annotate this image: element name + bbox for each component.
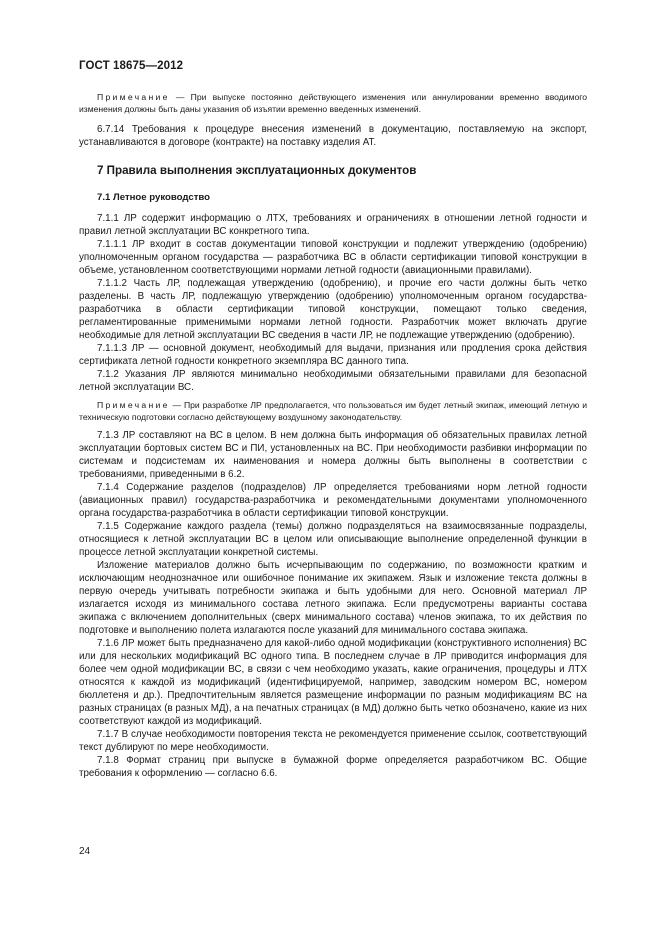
note-2 (79, 400, 587, 423)
paragraph-7-1-2: 7.1.2 Указания ЛР являются минимально необходимыми обязательными правилами для безопасной летной эксплуатации ВС. (79, 369, 587, 394)
paragraph-7-1-3: 7.1.3 ЛР составляют на ВС в целом. В нем должна быть информация об обязательных правилах летной эксплуатации бортовых систем ВС и ПИ, установленных на ВС. При необходимости разбивки информации по системам и подсистемам их наименования и номера должны быть выполнены в соответствии с требованиями, приведенными в 6.2. (79, 430, 587, 481)
paragraph-7-1-1: 7.1.1 ЛР содержит информацию о ЛТХ, требованиях и ограничениях в отношении летной годности и правил летной эксплуатации ВС конкретного типа. (79, 213, 587, 238)
paragraph-7-1-8: 7.1.8 Формат страниц при выпуске в бумажной форме определяется разработчиком ВС. Общие требования к оформлению — согласно 6.6. (79, 755, 587, 780)
note-1-label: Примечание (97, 92, 170, 102)
paragraph-7-1-5: 7.1.5 Содержание каждого раздела (темы) должно подразделяться на взаимосвязанные подразделы, относящиеся к летной эксплуатации ВС в целом или описывающие выполнение определенной функции в процессе летной эксплуатации конкретной системы. (79, 521, 587, 559)
note-2-text: — При разработке ЛР предполагается, что пользоваться им будет летный экипаж, имеющий летную и техническую подготовки согласно действующему воздушному законодательству. (79, 400, 587, 422)
paragraph-7-1-1-2: 7.1.1.2 Часть ЛР, подлежащая утверждению (одобрению), и прочие его части должны быть четко разделены. В часть ЛР, подлежащую утверждению (одобрению) уполномоченным органом государства-разработчика в области сертификации типовой конструкции, помещают только сведения, регламентированные применимыми нормами летной годности. Разработчик может включать другие необходимые для летной эксплуатации ВС сведения в части ЛР, не подлежащие утверждению (одобрению). (79, 278, 587, 342)
paragraph-exposition: Изложение материалов должно быть исчерпывающим по содержанию, по возможности кратким и исключающим неоднозначное или ошибочное понимание их экипажем. Язык и изложение текста должны в первую очередь учитывать потребности экипажа и быть удобными для него. Основной материал ЛР излагается исходя из минимального состава летного экипажа. Если предусмотрены варианты состава экипажа с включением дополнительных (сверх минимального состава) членов экипажа, то их действия по подготовке и выполнению полета излагаются после указаний для минимального состава экипажа. (79, 560, 587, 637)
paragraph-7-1-1-3: 7.1.1.3 ЛР — основной документ, необходимый для выдачи, признания или продления срока действия сертификата летной годности конкретного экземпляра ВС данного типа. (79, 343, 587, 368)
section-7-title: 7 Правила выполнения эксплуатационных документов (97, 164, 417, 178)
note-1 (79, 92, 587, 115)
paragraph-7-1-6: 7.1.6 ЛР может быть предназначено для какой-либо одной модификации (конструктивного исполнения) ВС или для нескольких модификаций ВС одного типа. В последнем случае в ЛР приводится информация для более чем одной модификации ВС, в связи с чем необходимо указать, какие ограничения, процедуры и ЛТХ относятся к каждой из модификаций (идентифицируемой, например, заводским номером ВС, номером бюллетеня и др.). Предпочтительным является размещение информации по разным модификациям ВС на разных страницах (в разных МД), а на печатных страницах (в МД) должно быть четко обозначено, какие из них соответствуют каждой из модификаций. (79, 638, 587, 728)
paragraph-7-1-4: 7.1.4 Содержание разделов (подразделов) ЛР определяется требованиями норм летной годности (авиационных правил) государства-разработчика и рекомендательными документами уполномоченного органа государства-разработчика в области сертификации типовой конструкции. (79, 482, 587, 520)
page-number: 24 (79, 846, 91, 857)
note-2-label: Примечание (97, 400, 170, 411)
page-content (79, 90, 587, 780)
paragraph-7-1-1-1: 7.1.1.1 ЛР входит в состав документации типовой конструкции и подлежит утверждению (одобрению) уполномоченным органом государства — разработчика ВС в области сертификации типовой конструкции в объеме, установленном соответствующими нормами летной годности (авиационными правилами). (79, 239, 587, 277)
paragraph-6-7-14: 6.7.14 Требования к процедуре внесения изменений в документацию, поставляемую на экспорт, устанавливаются в договоре (контракте) на поставку изделия АТ. (79, 124, 587, 149)
subsection-7-1-title: 7.1 Летное руководство (97, 192, 211, 204)
standard-header: ГОСТ 18675—2012 (79, 60, 184, 72)
note-1-text: — При выпуске постоянно действующего изменения или аннулировании временно вводимого изменения должны быть даны указания об изъятии временно введенных изменений. (79, 92, 587, 114)
paragraph-7-1-7: 7.1.7 В случае необходимости повторения текста не рекомендуется применение ссылок, соответствующий текст дублируют по мере необходимости. (79, 729, 587, 754)
